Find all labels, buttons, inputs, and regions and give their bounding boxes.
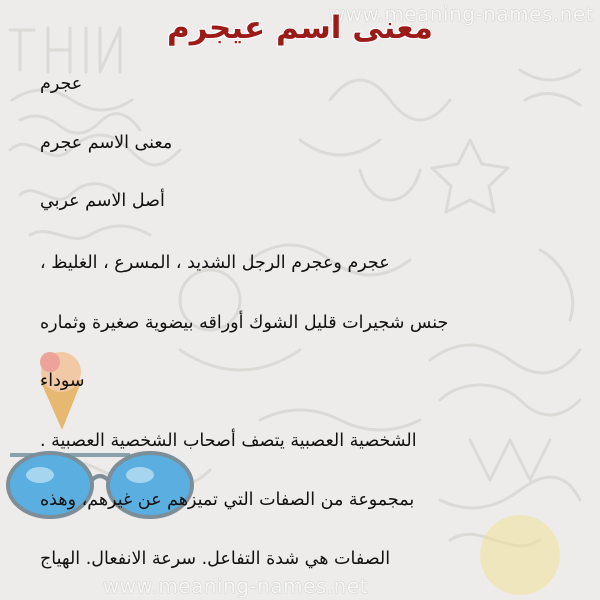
text-line: بمجموعة من الصفات التي تميزهم عن غيرهم، وهذه (40, 490, 415, 510)
text-line: جنس شجيرات قليل الشوك أوراقه بيضوية صغيرة وثماره (40, 313, 449, 333)
site-watermark-bottom: www.meaning-names.net (102, 574, 368, 598)
text-line: سوداء (40, 371, 85, 391)
page-title: معنى اسم عيجرم (167, 10, 433, 46)
site-watermark-top: www.meaning-names.net (328, 2, 594, 26)
text-line: معنى الاسم عجرم (40, 133, 173, 153)
text-line: الشخصية العصبية يتصف أصحاب الشخصية العصبية . (40, 431, 417, 451)
text-line: عجرم (40, 74, 83, 94)
text-line: عجرم وعجرم الرجل الشديد ، المسرع ، الغليظ ، (40, 253, 390, 273)
text-line: أصل الاسم عربي (40, 191, 165, 211)
text-line: الصفات هي‌ شدة التفاعل. سرعة الانفعال. الهياج (40, 549, 391, 569)
